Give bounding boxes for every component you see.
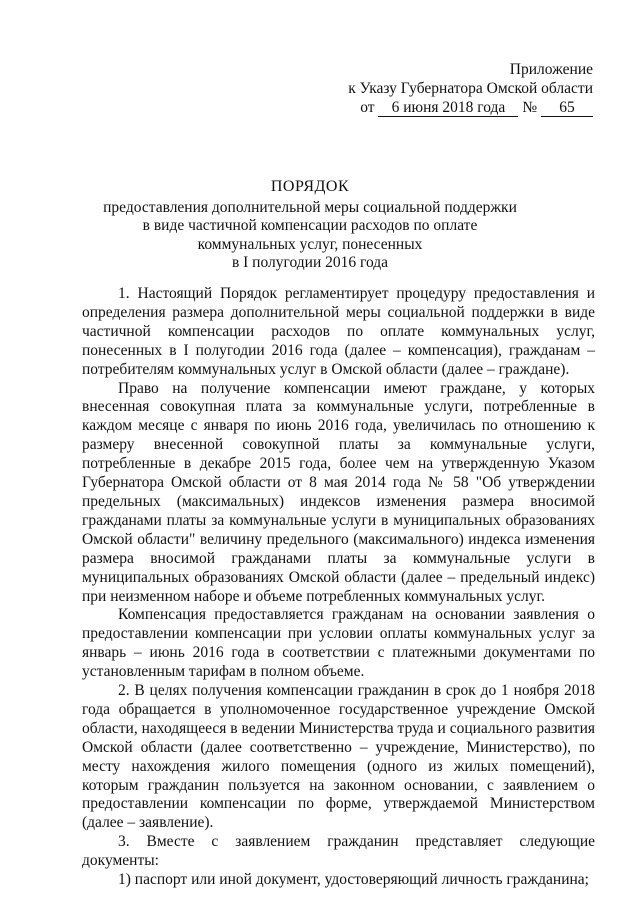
appendix-block <box>348 60 593 117</box>
decree-number: 65 <box>541 100 593 117</box>
paragraph: 1) паспорт или иной документ, удостоверяющий личность гражданина; <box>118 871 589 889</box>
decree-date: 6 июня 2018 года <box>378 100 518 117</box>
paragraph: 1. Настоящий Порядок регламентирует процедуру предоставления и определения размера дополнительной меры социальной поддержки в виде частичной компенсации расходов по оплате коммунальных услуг, понесенных в I полугодии 2016 года (далее – компенсация), гражданам – потребителям коммунальных услуг в Омской области (далее – граждане). <box>82 285 595 378</box>
heading-line-3: коммунальных услуг, понесенных <box>197 235 423 253</box>
document-body <box>82 285 595 890</box>
appendix-decree-ref: к Указу Губернатора Омской области <box>348 80 593 97</box>
paragraph: Право на получение компенсации имеют граждане, у которых внесенная совокупная плата за коммунальные услуги, потребленные в каждом месяце с января по июнь 2016 года, увеличилась по отношению к размеру внесенной совокупной платы за коммунальные услуги, потребленные в декабре 2015 года, более чем на утвержденную Указом Губернатора Омской области от 8 мая 2014 года № 58 "Об утверждении предельных (максимальных) индексов изменения размера вносимой гражданами платы за коммунальные услуги в муниципальных образованиях Омской области" величину предельного (максимального) индекса изменения размера вносимой гражданами платы за коммунальные услуги в муниципальных образованиях Омской области (далее – предельный индекс) при неизменном наборе и объеме потребленных коммунальных услуг. <box>82 379 595 605</box>
appendix-date-line <box>348 98 593 117</box>
number-label: № <box>522 99 538 116</box>
document-heading <box>100 178 520 273</box>
heading-line-4: в I полугодии 2016 года <box>231 254 389 271</box>
paragraph: Компенсация предоставляется гражданам на основании заявления о предоставлении компенсации при условии оплаты коммунальных услуг за январь – июнь 2016 года в соответствии с платежными документами по установленным тарифам в полном объеме. <box>82 606 595 681</box>
paragraph: 2. В целях получения компенсации гражданин в срок до 1 ноября 2018 года обращается в уполномоченное государственное учреждение Омской области, находящееся в ведении Министерства труда и социального развития Омской области (далее соответственно – учреждение, Министерство), по месту нахождения жилого помещения (одного из жилых помещений), которым гражданин пользуется на законном основании, с заявлением о предоставлении компенсации по форме, утверждаемой Министерством (далее – заявление). <box>82 682 595 832</box>
document-title: ПОРЯДОК <box>270 178 350 195</box>
from-label: от <box>360 99 375 116</box>
heading-line-2: в виде частичной компенсации расходов по оплате <box>142 217 478 234</box>
appendix-title: Приложение <box>509 61 593 78</box>
paragraph: 3. Вместе с заявлением гражданин представляет следующие документы: <box>82 833 595 870</box>
heading-line-1: предоставления дополнительной меры социальной поддержки <box>103 198 517 216</box>
